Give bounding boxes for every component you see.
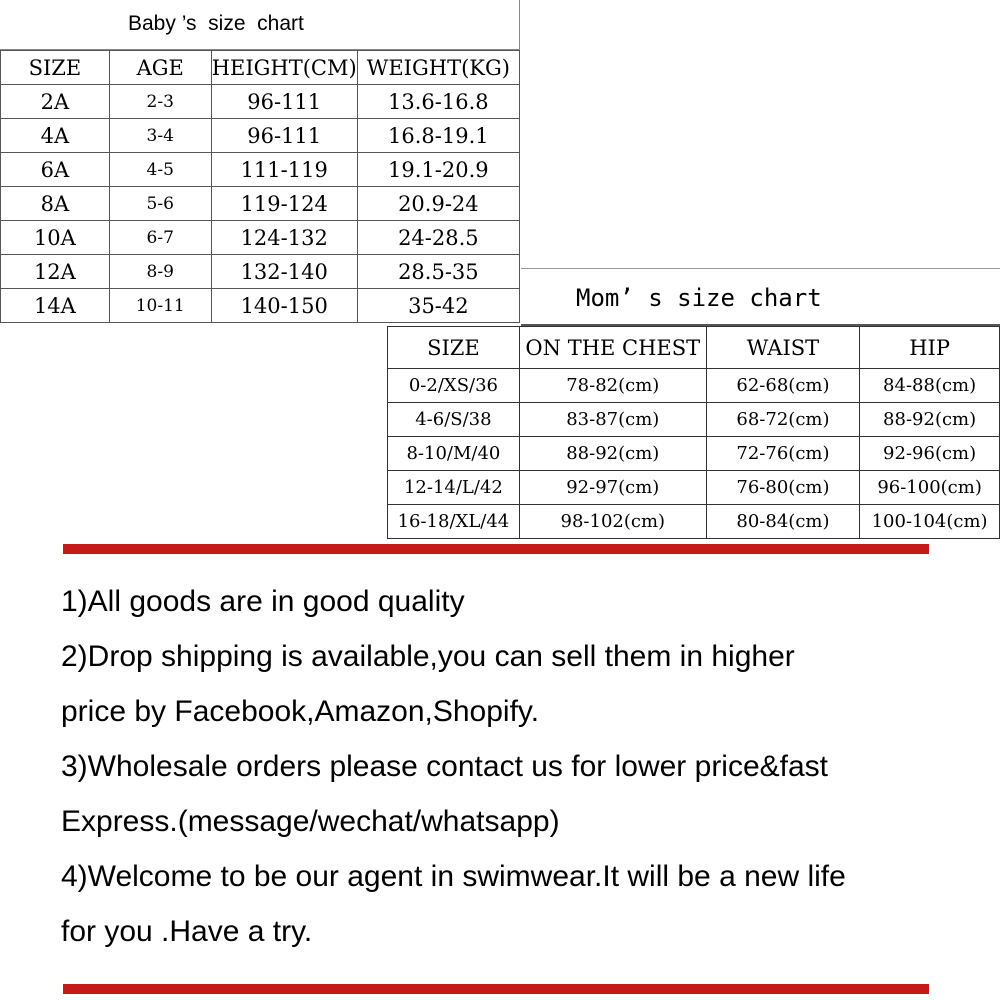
header-weight: WEIGHT(KG) [357, 51, 519, 85]
cell-age: 4-5 [109, 153, 211, 187]
header-size: SIZE [388, 327, 520, 369]
notes-list [61, 574, 941, 959]
note-line: price by Facebook,Amazon,Shopify. [61, 695, 540, 728]
cell-waist: 68-72(cm) [706, 403, 859, 437]
cell-size: 10A [1, 221, 110, 255]
cell-height: 132-140 [211, 255, 357, 289]
table-row [1, 119, 520, 153]
table-row [388, 505, 1000, 539]
baby-size-table [0, 50, 520, 323]
cell-size: 0-2/XS/36 [388, 369, 520, 403]
cell-height: 111-119 [211, 153, 357, 187]
cell-size: 12A [1, 255, 110, 289]
cell-chest: 83-87(cm) [519, 403, 706, 437]
top-divider-bar [63, 544, 929, 554]
cell-chest: 98-102(cm) [519, 505, 706, 539]
note-line: 3)Wholesale orders please contact us for lower price&fast [61, 750, 829, 783]
cell-size: 4A [1, 119, 110, 153]
cell-height: 119-124 [211, 187, 357, 221]
baby-chart-title: Baby ’s size chart [128, 12, 304, 35]
cell-age: 5-6 [109, 187, 211, 221]
mom-chart-title: Mom’ s size chart [576, 284, 822, 312]
baby-size-chart [0, 0, 520, 325]
note-line: for you .Have a try. [61, 915, 313, 948]
cell-chest: 88-92(cm) [519, 437, 706, 471]
header-height: HEIGHT(CM) [211, 51, 357, 85]
cell-weight: 19.1-20.9 [357, 153, 519, 187]
table-row [388, 369, 1000, 403]
table-row [1, 221, 520, 255]
table-row [1, 289, 520, 323]
cell-height: 96-111 [211, 85, 357, 119]
cell-waist: 80-84(cm) [706, 505, 859, 539]
cell-weight: 28.5-35 [357, 255, 519, 289]
mom-size-table [387, 326, 1000, 539]
cell-weight: 20.9-24 [357, 187, 519, 221]
cell-size: 14A [1, 289, 110, 323]
table-header-row [388, 327, 1000, 369]
note-line: 2)Drop shipping is available,you can sell them in higher [61, 640, 795, 673]
cell-height: 140-150 [211, 289, 357, 323]
header-size: SIZE [1, 51, 110, 85]
cell-age: 6-7 [109, 221, 211, 255]
mom-chart-title-box [521, 268, 1000, 326]
cell-size: 16-18/XL/44 [388, 505, 520, 539]
cell-size: 12-14/L/42 [388, 471, 520, 505]
cell-hip: 88-92(cm) [860, 403, 1000, 437]
table-row [1, 85, 520, 119]
cell-age: 2-3 [109, 85, 211, 119]
cell-hip: 96-100(cm) [860, 471, 1000, 505]
table-row [388, 437, 1000, 471]
cell-size: 6A [1, 153, 110, 187]
table-header-row [1, 51, 520, 85]
cell-size: 8A [1, 187, 110, 221]
header-chest: ON THE CHEST [519, 327, 706, 369]
note-line: 1)All goods are in good quality [61, 585, 465, 618]
cell-size: 2A [1, 85, 110, 119]
cell-age: 10-11 [109, 289, 211, 323]
table-row [388, 471, 1000, 505]
table-row [1, 255, 520, 289]
cell-age: 8-9 [109, 255, 211, 289]
header-waist: WAIST [706, 327, 859, 369]
table-row [388, 403, 1000, 437]
baby-chart-title-box [0, 0, 520, 50]
cell-chest: 78-82(cm) [519, 369, 706, 403]
note-line: 4)Welcome to be our agent in swimwear.It will be a new life [61, 860, 846, 893]
cell-age: 3-4 [109, 119, 211, 153]
cell-height: 124-132 [211, 221, 357, 255]
cell-waist: 76-80(cm) [706, 471, 859, 505]
cell-hip: 100-104(cm) [860, 505, 1000, 539]
table-row [1, 153, 520, 187]
table-row [1, 187, 520, 221]
cell-size: 4-6/S/38 [388, 403, 520, 437]
cell-weight: 24-28.5 [357, 221, 519, 255]
cell-weight: 13.6-16.8 [357, 85, 519, 119]
bottom-divider-bar [63, 984, 929, 994]
cell-waist: 62-68(cm) [706, 369, 859, 403]
cell-height: 96-111 [211, 119, 357, 153]
header-hip: HIP [860, 327, 1000, 369]
cell-weight: 35-42 [357, 289, 519, 323]
header-age: AGE [109, 51, 211, 85]
cell-chest: 92-97(cm) [519, 471, 706, 505]
cell-hip: 84-88(cm) [860, 369, 1000, 403]
cell-size: 8-10/M/40 [388, 437, 520, 471]
cell-hip: 92-96(cm) [860, 437, 1000, 471]
cell-weight: 16.8-19.1 [357, 119, 519, 153]
cell-waist: 72-76(cm) [706, 437, 859, 471]
note-line: Express.(message/wechat/whatsapp) [61, 805, 560, 838]
